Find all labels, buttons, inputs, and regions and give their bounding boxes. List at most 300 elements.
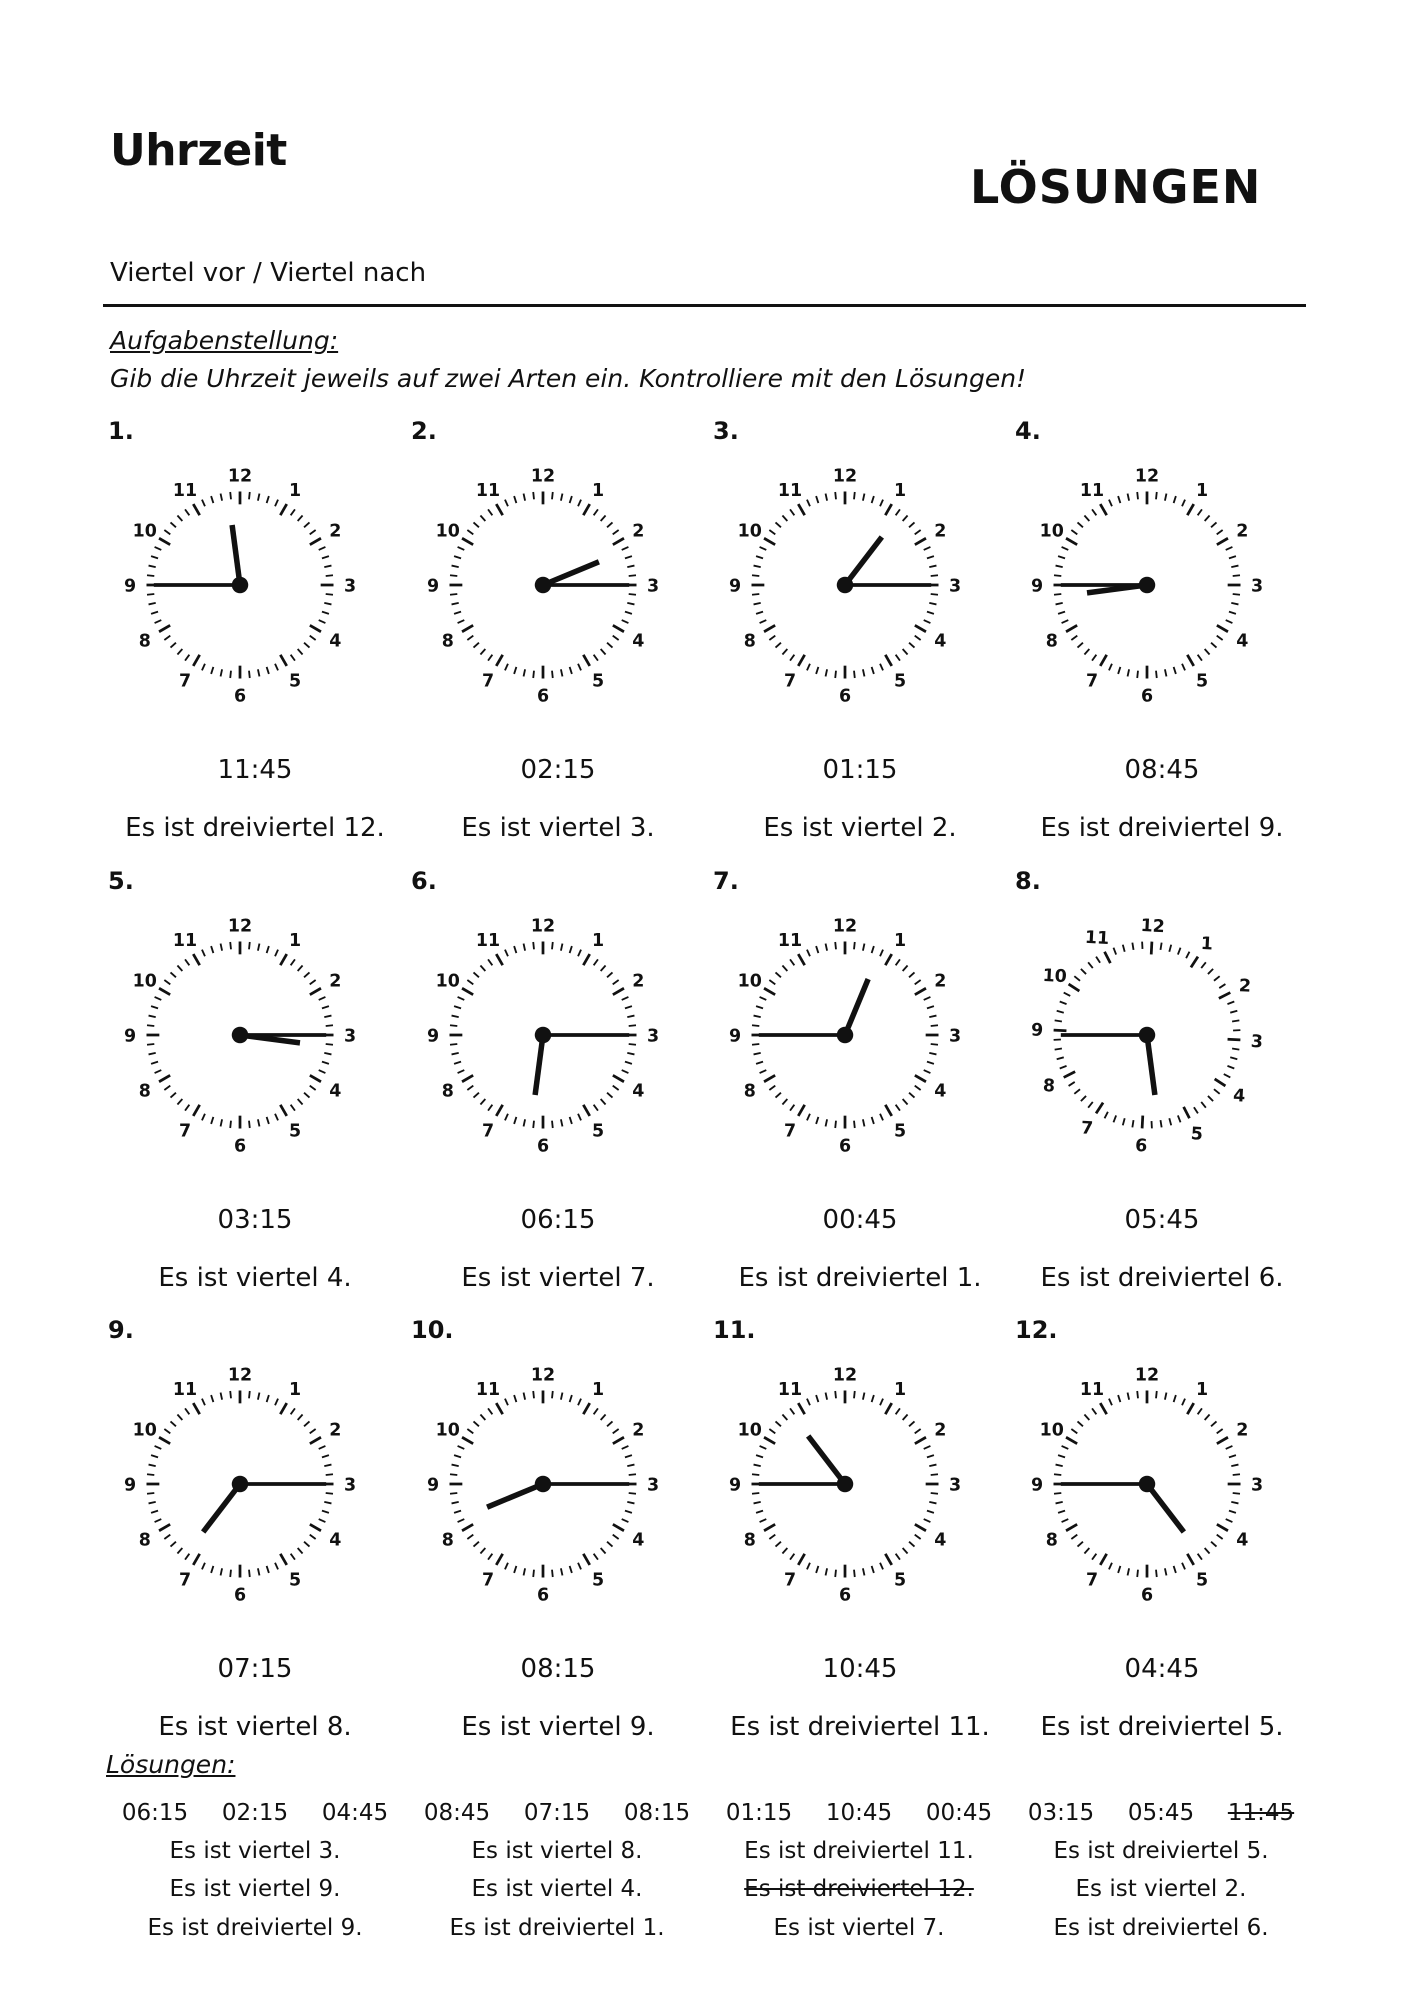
minute-tick (769, 1535, 775, 1539)
minute-tick (622, 1446, 629, 1449)
hour-tick (798, 954, 804, 965)
minute-tick (450, 1044, 457, 1045)
minute-tick (324, 1465, 331, 1467)
exercise-number: 4. (1015, 417, 1041, 445)
minute-tick (1231, 1465, 1238, 1467)
minute-tick (903, 1415, 908, 1420)
minute-tick (790, 509, 794, 515)
minute-tick (1174, 667, 1176, 674)
hour-tick (885, 1105, 891, 1116)
minute-tick (1054, 1039, 1061, 1040)
minute-tick (1058, 1455, 1065, 1457)
hour-hand (203, 1484, 240, 1532)
minute-tick (924, 1446, 931, 1449)
hour-tick (583, 1554, 589, 1565)
dial-number: 11 (777, 931, 803, 952)
dial-number: 8 (441, 1081, 454, 1102)
minute-tick (211, 1566, 213, 1573)
minute-tick (872, 946, 874, 953)
minute-tick (1205, 1548, 1210, 1553)
minute-tick (533, 1570, 534, 1577)
dial-number: 2 (632, 1420, 645, 1441)
minute-tick (807, 664, 810, 671)
minute-tick (903, 966, 908, 971)
minute-tick (929, 566, 936, 568)
minute-tick (1054, 594, 1061, 595)
minute-tick (185, 509, 189, 515)
minute-tick (258, 1568, 260, 1575)
minute-tick (454, 612, 461, 614)
minute-tick (319, 1446, 326, 1449)
time-phrase: Es ist dreiviertel 11. (730, 1712, 990, 1742)
dial-number: 11 (777, 1380, 803, 1401)
dial-number: 6 (536, 1585, 550, 1606)
minute-tick (826, 1119, 828, 1126)
minute-tick (514, 1117, 516, 1124)
dial-number: 6 (233, 686, 247, 707)
minute-tick (202, 500, 205, 507)
minute-tick (514, 496, 516, 503)
hour-tick (583, 1403, 589, 1414)
minute-tick (613, 530, 619, 534)
minute-tick (816, 1117, 818, 1124)
dial-number: 8 (1042, 1076, 1056, 1097)
hour-tick (1219, 992, 1230, 999)
minute-tick (760, 1519, 767, 1522)
dial-number: 7 (178, 1121, 192, 1142)
minute-tick (1142, 942, 1143, 949)
dial-number: 9 (1030, 1475, 1044, 1496)
hour-tick (915, 1075, 926, 1081)
dial-number: 1 (591, 931, 605, 952)
minute-tick (514, 946, 516, 953)
exercise-number: 10. (411, 1316, 454, 1344)
minute-tick (1092, 509, 1096, 515)
exercise-number: 12. (1015, 1316, 1058, 1344)
minute-tick (326, 575, 333, 576)
minute-tick (164, 1535, 170, 1539)
dial-number: 11 (172, 1380, 198, 1401)
dial-number: 10 (132, 1420, 157, 1441)
minute-tick (1113, 1115, 1116, 1122)
hour-tick (1100, 1554, 1106, 1565)
minute-tick (915, 530, 921, 534)
digital-time: 07:15 (217, 1654, 293, 1684)
hour-tick (583, 954, 589, 965)
time-phrase: Es ist viertel 7. (461, 1263, 655, 1293)
hour-tick (915, 538, 926, 544)
minute-tick (304, 972, 309, 977)
minute-tick (880, 1114, 883, 1121)
minute-tick (594, 1105, 598, 1111)
hour-hand (808, 1436, 845, 1484)
dial-number: 10 (1039, 521, 1064, 542)
minute-tick (752, 1493, 759, 1494)
dial-number: 4 (1236, 631, 1249, 652)
dial-number: 9 (123, 1475, 137, 1496)
minute-tick (1084, 1415, 1089, 1420)
minute-tick (147, 1025, 154, 1026)
minute-tick (1078, 643, 1083, 648)
dial-number: 11 (475, 931, 501, 952)
minute-tick (629, 594, 636, 595)
dial-number: 7 (178, 1570, 192, 1591)
dial-number: 4 (329, 1530, 342, 1551)
minute-tick (1123, 1118, 1125, 1125)
minute-tick (258, 1119, 260, 1126)
minute-tick (1208, 1096, 1214, 1101)
minute-tick (480, 1415, 485, 1420)
minute-tick (1198, 1408, 1202, 1414)
dial-number: 7 (783, 1570, 797, 1591)
solution-time: 08:45 (423, 1800, 491, 1826)
minute-tick (1137, 1570, 1138, 1577)
minute-tick (1217, 636, 1223, 640)
minute-tick (458, 547, 465, 550)
digital-time: 04:45 (1124, 1654, 1200, 1684)
minute-tick (291, 959, 295, 965)
hour-tick (310, 538, 321, 544)
solution-time: 05:45 (1127, 1800, 1195, 1826)
minute-tick (854, 1121, 855, 1128)
hour-tick (764, 1524, 775, 1530)
hour-tick (496, 954, 502, 965)
dial-number: 8 (441, 1530, 454, 1551)
minute-tick (1056, 1465, 1063, 1467)
dial-number: 9 (728, 1475, 742, 1496)
minute-tick (915, 1086, 921, 1090)
dial-number: 1 (591, 481, 605, 502)
minute-tick (790, 1408, 794, 1414)
solution-phrase: Es ist dreiviertel 1. (449, 1915, 665, 1941)
dial-number: 9 (728, 576, 742, 597)
minute-tick (1227, 1066, 1234, 1069)
minute-tick (326, 1025, 333, 1026)
minute-tick (909, 1421, 914, 1426)
minute-tick (1069, 1082, 1075, 1087)
hour-tick (885, 1403, 891, 1414)
dial-number: 12 (832, 466, 858, 487)
minute-tick (454, 1006, 461, 1008)
minute-tick (450, 1025, 457, 1026)
minute-tick (322, 1455, 329, 1457)
minute-tick (1160, 1120, 1162, 1127)
minute-tick (474, 643, 479, 648)
minute-tick (807, 950, 810, 957)
dial-number: 8 (138, 631, 151, 652)
minute-tick (1105, 1112, 1108, 1119)
minute-tick (249, 1391, 250, 1398)
minute-tick (298, 516, 303, 521)
hour-hand (1147, 1484, 1184, 1532)
minute-tick (776, 1093, 781, 1098)
minute-tick (909, 643, 914, 648)
clock-center (837, 577, 854, 594)
solution-phrase: Es ist dreiviertel 12. (744, 1876, 974, 1902)
minute-tick (561, 1568, 563, 1575)
minute-tick (752, 1044, 759, 1045)
minute-tick (1160, 943, 1161, 950)
time-phrase: Es ist dreiviertel 5. (1040, 1712, 1284, 1742)
minute-tick (756, 1006, 763, 1008)
minute-tick (1118, 1395, 1120, 1402)
minute-tick (151, 1455, 158, 1457)
dial-number: 5 (591, 1121, 605, 1142)
dial-number: 3 (948, 1026, 962, 1047)
solution-phrase: Es ist dreiviertel 9. (147, 1915, 363, 1941)
minute-tick (221, 1568, 223, 1575)
minute-tick (872, 496, 874, 503)
minute-tick (760, 547, 767, 550)
dial-number: 9 (426, 1475, 440, 1496)
hour-hand (232, 525, 240, 585)
hour-tick (193, 1554, 199, 1565)
dial-number: 12 (832, 916, 858, 937)
hour-tick (1217, 538, 1228, 544)
minute-tick (622, 547, 629, 550)
minute-tick (782, 1415, 787, 1420)
minute-tick (816, 496, 818, 503)
dial-number: 6 (233, 1585, 247, 1606)
minute-tick (304, 1542, 309, 1547)
digital-time: 01:15 (822, 755, 898, 785)
solution-time: 04:45 (321, 1800, 389, 1826)
minute-tick (1109, 1563, 1112, 1570)
minute-tick (924, 1519, 931, 1522)
dial-number: 3 (948, 576, 962, 597)
hour-tick (280, 504, 286, 515)
minute-tick (1092, 1408, 1096, 1414)
minute-tick (298, 1099, 303, 1104)
hour-tick (915, 1437, 926, 1443)
minute-tick (752, 1474, 759, 1475)
minute-tick (202, 1114, 205, 1121)
minute-tick (1081, 1096, 1086, 1102)
hour-tick (310, 625, 321, 631)
minute-tick (1062, 547, 1069, 550)
minute-tick (854, 1570, 855, 1577)
minute-tick (480, 1099, 485, 1104)
minute-tick (782, 966, 787, 971)
hour-tick (310, 988, 321, 994)
clock-center (837, 1027, 854, 1044)
hour-tick (1066, 1437, 1077, 1443)
clock-center (232, 1027, 249, 1044)
minute-tick (1084, 516, 1089, 521)
minute-tick (1214, 976, 1220, 981)
minute-tick (929, 1053, 936, 1055)
dial-number: 3 (343, 1026, 357, 1047)
minute-tick (454, 1511, 461, 1513)
minute-tick (756, 1062, 763, 1064)
minute-tick (601, 1548, 606, 1553)
minute-tick (903, 649, 908, 654)
analog-clock (728, 465, 962, 707)
solution-time: 08:15 (623, 1800, 691, 1826)
dial-number: 9 (123, 1026, 137, 1047)
minute-tick (249, 1121, 250, 1128)
exercise-number: 1. (108, 417, 134, 445)
minute-tick (816, 946, 818, 953)
hour-tick (193, 655, 199, 666)
minute-tick (155, 620, 162, 623)
minute-tick (1056, 603, 1063, 605)
minute-tick (326, 594, 333, 595)
minute-tick (488, 959, 492, 965)
minute-tick (230, 671, 231, 678)
minute-tick (177, 649, 182, 654)
minute-tick (835, 671, 836, 678)
minute-tick (756, 1511, 763, 1513)
solution-time: 10:45 (825, 1800, 893, 1826)
dial-number: 5 (591, 671, 605, 692)
hour-tick (1066, 625, 1077, 631)
hour-tick (1066, 1524, 1077, 1530)
hour-tick (798, 504, 804, 515)
minute-tick (1056, 566, 1063, 568)
minute-tick (450, 594, 457, 595)
minute-tick (931, 1044, 938, 1045)
minute-tick (625, 612, 632, 614)
minute-tick (467, 1086, 473, 1090)
minute-tick (258, 1393, 260, 1400)
minute-tick (1062, 1446, 1069, 1449)
hour-tick (159, 988, 170, 994)
minute-tick (467, 1429, 473, 1433)
minute-tick (1186, 952, 1189, 959)
minute-tick (1229, 1455, 1236, 1457)
minute-tick (790, 959, 794, 965)
minute-tick (854, 492, 855, 499)
minute-tick (627, 566, 634, 568)
minute-tick (211, 1395, 213, 1402)
dial-number: 2 (1236, 1420, 1249, 1441)
hour-tick (885, 504, 891, 515)
minute-tick (601, 649, 606, 654)
dial-number: 8 (1045, 631, 1058, 652)
minute-tick (467, 980, 473, 984)
minute-tick (452, 566, 459, 568)
dial-number: 7 (178, 671, 192, 692)
minute-tick (756, 556, 763, 558)
minute-tick (1128, 494, 1130, 501)
minute-tick (267, 1566, 269, 1573)
minute-tick (1169, 1118, 1172, 1125)
minute-tick (324, 603, 331, 605)
minute-tick (854, 671, 855, 678)
minute-tick (863, 1119, 865, 1126)
dial-number: 6 (838, 1585, 852, 1606)
minute-tick (872, 667, 874, 674)
dial-number: 5 (893, 1121, 907, 1142)
minute-tick (164, 530, 170, 534)
minute-tick (488, 509, 492, 515)
dial-number: 5 (893, 671, 907, 692)
minute-tick (790, 655, 794, 661)
minute-tick (1084, 649, 1089, 654)
minute-tick (177, 516, 182, 521)
minute-tick (326, 1044, 333, 1045)
minute-tick (927, 556, 934, 558)
minute-tick (155, 547, 162, 550)
minute-tick (931, 594, 938, 595)
hour-hand (1147, 1035, 1155, 1095)
minute-tick (601, 966, 606, 971)
minute-tick (629, 1493, 636, 1494)
minute-tick (896, 1105, 900, 1111)
minute-tick (1231, 1502, 1238, 1504)
dial-number: 3 (343, 576, 357, 597)
minute-tick (151, 1006, 158, 1008)
minute-tick (1054, 575, 1061, 576)
dial-number: 6 (536, 1136, 550, 1157)
dial-number: 11 (1079, 481, 1105, 502)
minute-tick (627, 603, 634, 605)
minute-tick (1233, 1030, 1240, 1031)
minute-tick (1198, 655, 1202, 661)
minute-tick (578, 664, 581, 671)
minute-tick (452, 1465, 459, 1467)
minute-tick (570, 946, 572, 953)
minute-tick (310, 1086, 316, 1090)
dial-number: 7 (783, 671, 797, 692)
minute-tick (924, 547, 931, 550)
hour-tick (1142, 1116, 1143, 1129)
minute-tick (1169, 945, 1171, 952)
digital-time: 08:45 (1124, 755, 1200, 785)
solution-phrase: Es ist viertel 2. (1075, 1876, 1247, 1902)
minute-tick (480, 1548, 485, 1553)
minute-tick (267, 496, 269, 503)
dial-number: 12 (227, 466, 253, 487)
minute-tick (896, 1408, 900, 1414)
minute-tick (505, 664, 508, 671)
hour-tick (613, 988, 624, 994)
minute-tick (607, 1542, 612, 1547)
minute-tick (752, 594, 759, 595)
minute-tick (552, 1391, 553, 1398)
dial-number: 6 (1134, 1135, 1148, 1157)
minute-tick (258, 669, 260, 676)
minute-tick (1226, 1519, 1233, 1522)
dial-number: 7 (1085, 1570, 1099, 1591)
minute-tick (776, 1542, 781, 1547)
minute-tick (249, 671, 250, 678)
minute-tick (171, 522, 176, 527)
dial-number: 2 (1238, 976, 1252, 997)
minute-tick (533, 942, 534, 949)
hour-tick (885, 1554, 891, 1565)
minute-tick (221, 944, 223, 951)
hour-tick (159, 625, 170, 631)
minute-tick (147, 575, 154, 576)
time-phrase: Es ist viertel 9. (461, 1712, 655, 1742)
minute-tick (625, 1455, 632, 1457)
analog-clock (426, 465, 660, 707)
clock-center (535, 1476, 552, 1493)
minute-tick (903, 1099, 908, 1104)
minute-tick (880, 664, 883, 671)
minute-tick (319, 620, 326, 623)
dial-number: 12 (1134, 1365, 1160, 1386)
minute-tick (872, 1117, 874, 1124)
minute-tick (776, 522, 781, 527)
minute-tick (322, 612, 329, 614)
minute-tick (570, 1566, 572, 1573)
minute-tick (467, 530, 473, 534)
hour-tick (915, 1524, 926, 1530)
dial-number: 5 (1190, 1124, 1204, 1145)
